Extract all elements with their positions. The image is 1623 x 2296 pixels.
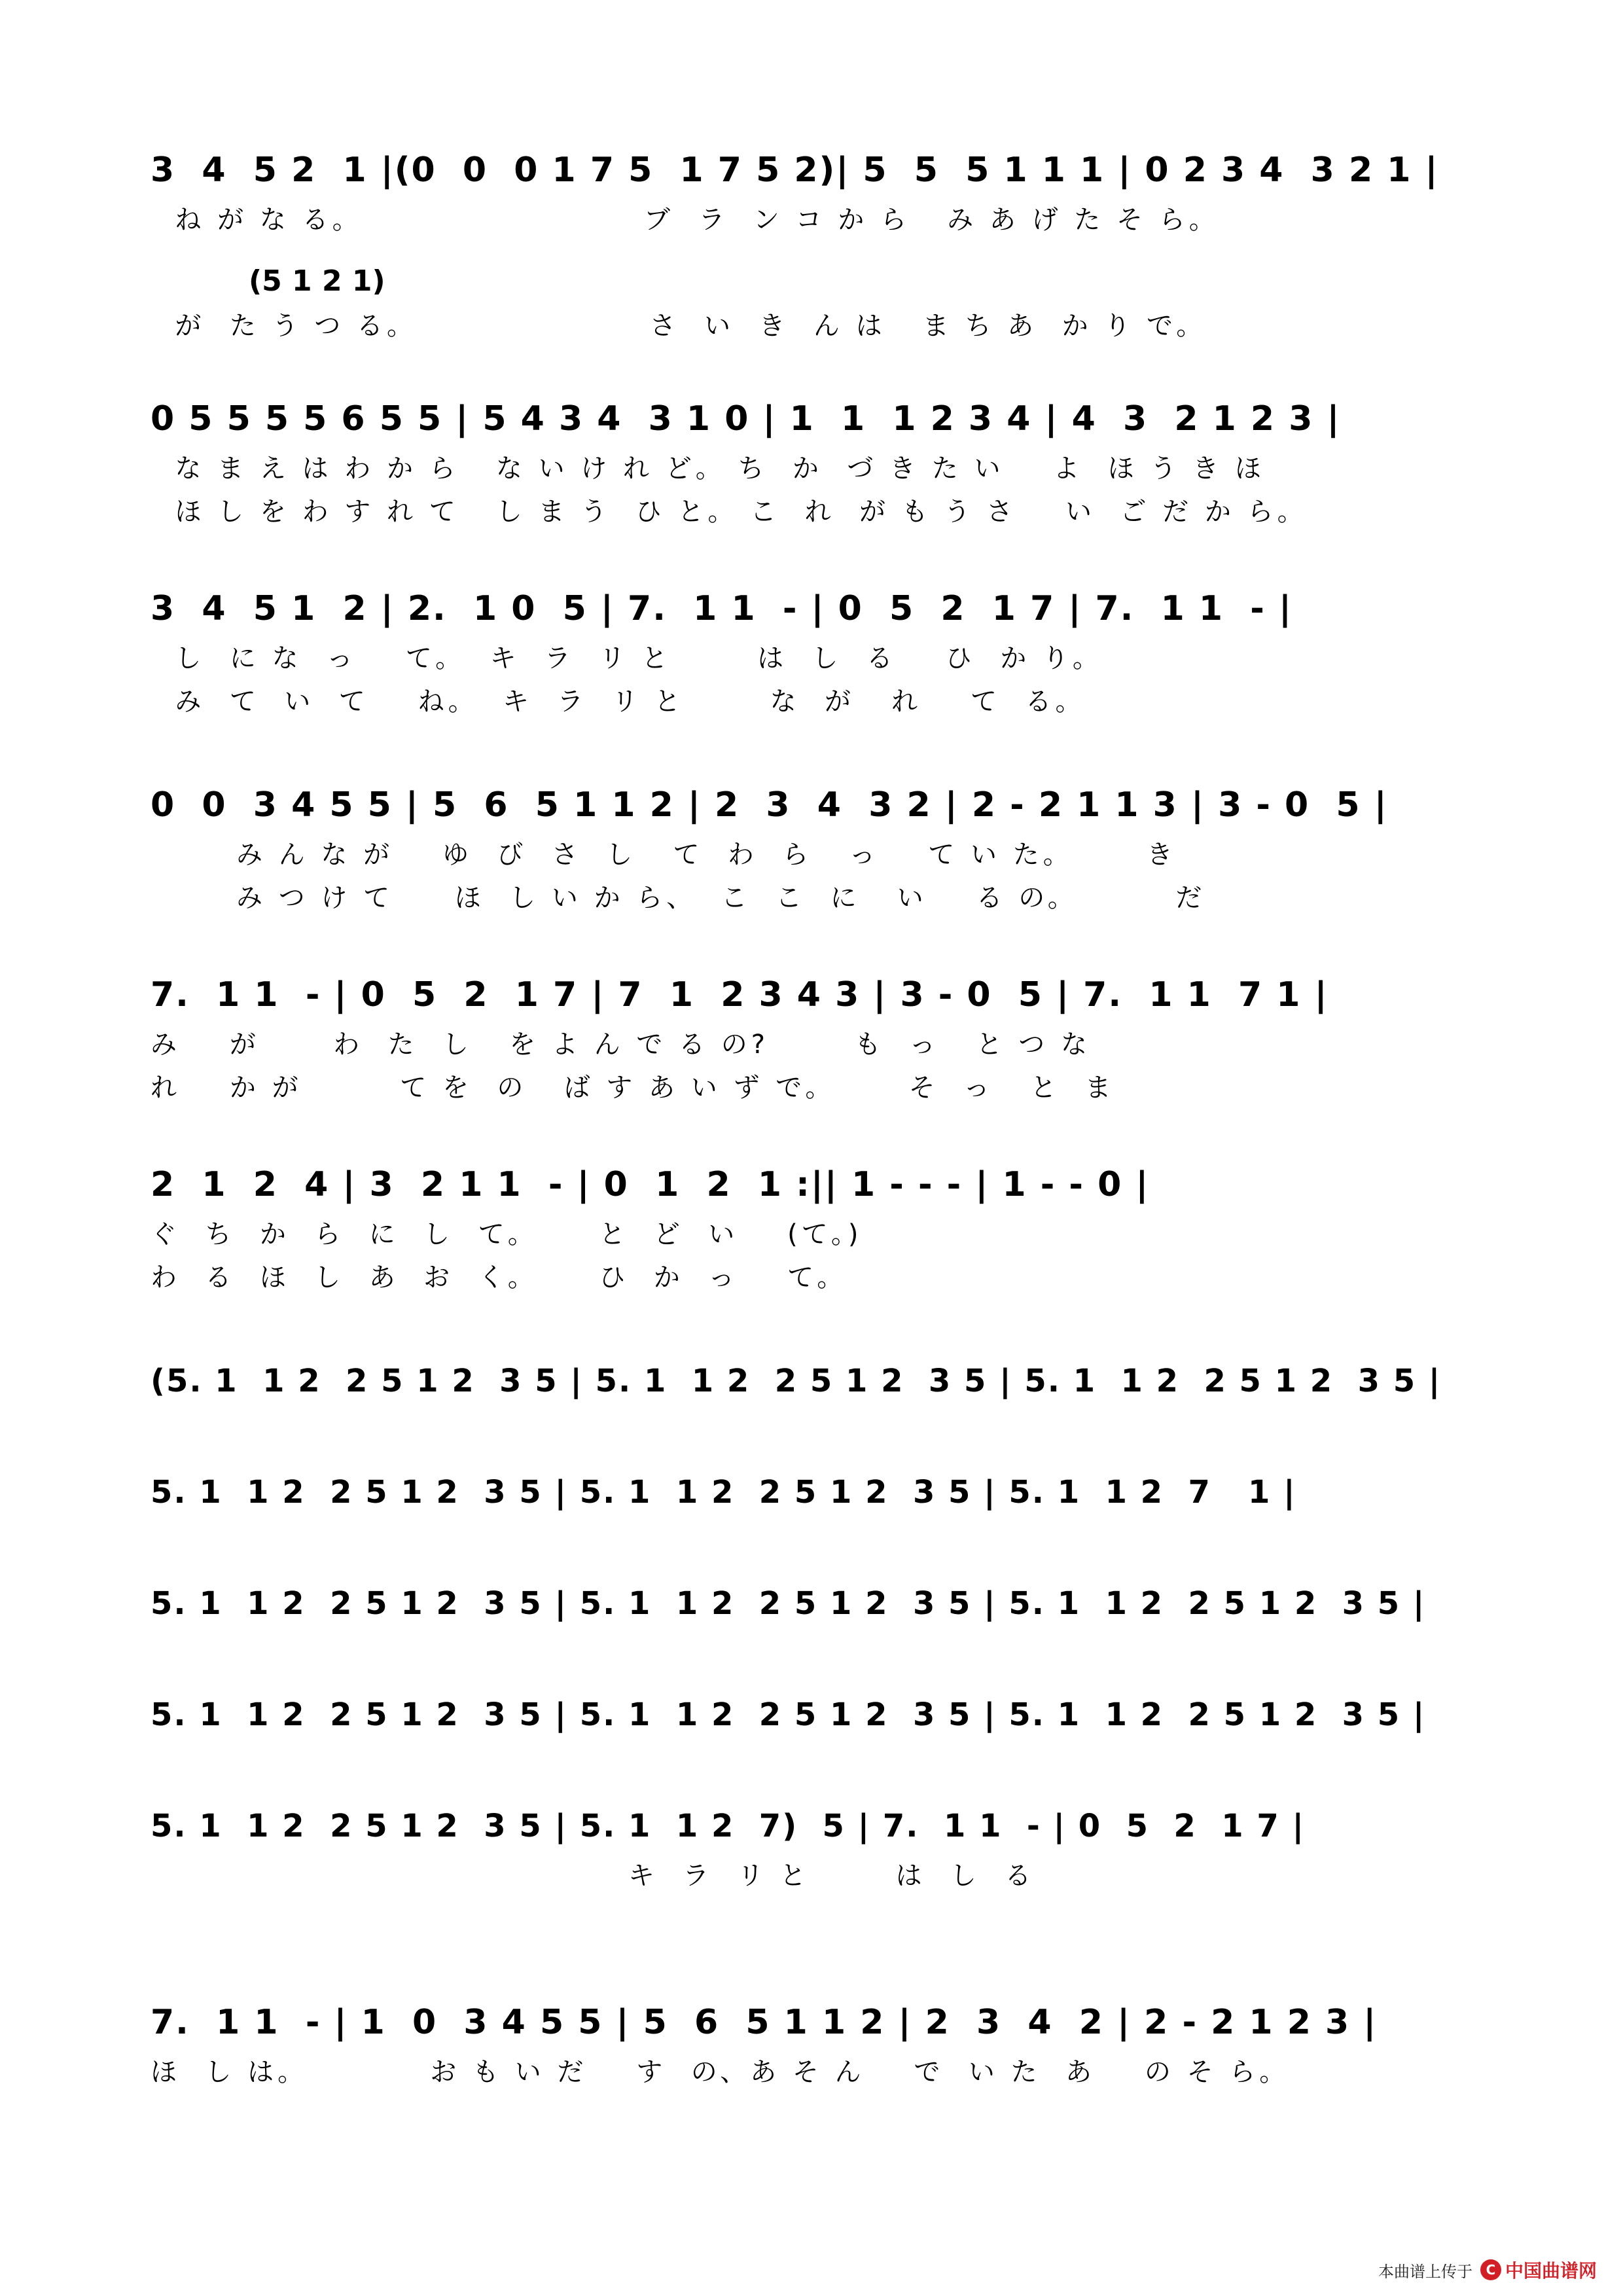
upload-footer xyxy=(1378,2257,1597,2283)
note-line: 7. 1 1 - | 1 0 3 4 5 5 | 5 6 5 1 1 2 | 2 3 4 2 | 2 - 2 1 2 3 | xyxy=(151,2003,1378,2042)
note-line: 5. 1 1 2 2 5 1 2 3 5 | 5. 1 1 2 2 5 1 2 3 5 | 5. 1 1 2 7 1 | xyxy=(151,1474,1296,1511)
site-logo-icon: C xyxy=(1480,2259,1501,2280)
note-line: 3 4 5 1 2 | 2. 1 0 5 | 7. 1 1 - | 0 5 2 1 7 | 7. 1 1 - | xyxy=(151,589,1293,628)
lyric-line: ほ し を わ す れ て し ま う ひ と。 こ れ が も う さ い ご だ か ら。 xyxy=(151,497,1308,527)
lyric-line: ほ し は。 お も い だ す の、あ そ ん で い た あ の そ ら。 xyxy=(151,2057,1290,2087)
lyric-line: み が わ た し を よ ん で る の? も っ と つ な xyxy=(151,1030,1091,1060)
lyric-line: ぐ ち か ら に し て。 と ど い (て。) xyxy=(151,1219,863,1249)
lyric-line: キ ラ リ と は し る xyxy=(151,1861,1035,1891)
site-logo[interactable] xyxy=(1480,2257,1597,2283)
lyric-line: み つ け て ほ し い か ら、 こ こ に い る の。 だ xyxy=(151,883,1206,913)
lyric-line: れ か が て を の ば す あ い ず で。 そ っ と ま xyxy=(151,1073,1115,1103)
lyric-line: し に な っ て。 キ ラ リ と は し る ひ か り。 xyxy=(151,643,1103,673)
lyric-line: が た う つ る。 さ い き ん は ま ち あ か り で。 xyxy=(151,311,1207,341)
lyric-line: み て い て ね。 キ ラ リ と な が れ て る。 xyxy=(151,687,1086,717)
note-line: 0 0 3 4 5 5 | 5 6 5 1 1 2 | 2 3 4 3 2 | 2 - 2 1 1 3 | 3 - 0 5 | xyxy=(151,785,1388,825)
lyric-line: み ん な が ゆ び さ し て わ ら っ て い た。 き xyxy=(151,840,1177,870)
lyric-line: わ る ほ し あ お く。 ひ か っ て。 xyxy=(151,1263,847,1293)
note-line: 2 1 2 4 | 3 2 1 1 - | 0 1 2 1 :|| 1 - - - | 1 - - 0 | xyxy=(151,1165,1150,1204)
note-line: 3 4 5 2 1 |(0 0 0 1 7 5 1 7 5 2)| 5 5 5 1 1 1 | 0 2 3 4 3 2 1 | xyxy=(151,151,1439,190)
site-name: 中国曲谱网 xyxy=(1505,2260,1597,2282)
lyric-line: な ま え は わ か ら な い け れ ど。 ち か づ き た い よ ほ う き ほ xyxy=(151,454,1265,484)
note-line: 5. 1 1 2 2 5 1 2 3 5 | 5. 1 1 2 7) 5 | 7. 1 1 - | 0 5 2 1 7 | xyxy=(151,1808,1305,1844)
upload-text: 本曲谱上传于 xyxy=(1378,2262,1472,2281)
note-line: 5. 1 1 2 2 5 1 2 3 5 | 5. 1 1 2 2 5 1 2 3 5 | 5. 1 1 2 2 5 1 2 3 5 | xyxy=(151,1585,1426,1622)
note-line: 5. 1 1 2 2 5 1 2 3 5 | 5. 1 1 2 2 5 1 2 3 5 | 5. 1 1 2 2 5 1 2 3 5 | xyxy=(151,1696,1426,1733)
note-line: (5. 1 1 2 2 5 1 2 3 5 | 5. 1 1 2 2 5 1 2 3 5 | 5. 1 1 2 2 5 1 2 3 5 | xyxy=(151,1363,1442,1399)
lyric-line: ね が な る。 ブ ラ ン コ か ら み あ げ た そ ら。 xyxy=(151,205,1219,235)
note-line-small: (5 1 2 1) xyxy=(249,264,385,298)
note-line: 0 5 5 5 5 6 5 5 | 5 4 3 4 3 1 0 | 1 1 1 2 3 4 | 4 3 2 1 2 3 | xyxy=(151,399,1341,439)
note-line: 7. 1 1 - | 0 5 2 1 7 | 7 1 2 3 4 3 | 3 - 0 5 | 7. 1 1 7 1 | xyxy=(151,975,1329,1014)
